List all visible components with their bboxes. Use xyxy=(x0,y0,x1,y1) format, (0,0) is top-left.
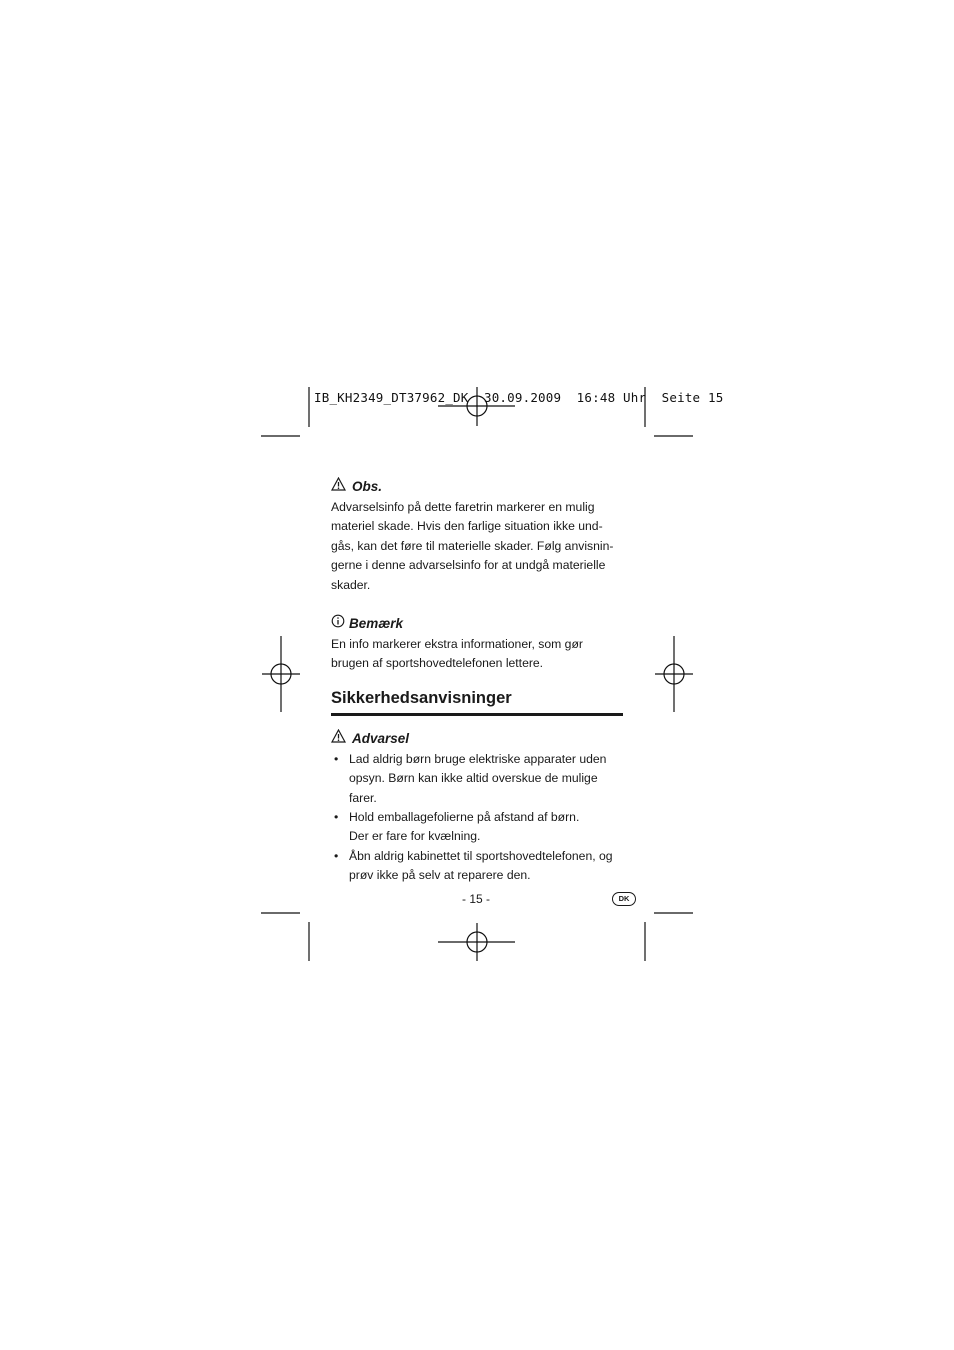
list-item-line: Lad aldrig børn bruge elektriske apparater uden xyxy=(349,751,607,766)
print-slug-line: IB_KH2349_DT37962_DK 30.09.2009 16:48 Uhr Seite 15 xyxy=(314,390,724,405)
warning-list xyxy=(331,750,623,886)
country-badge: DK xyxy=(612,892,636,906)
note-line: brugen af sportshovedtelefonen lettere. xyxy=(331,656,544,671)
list-item-line: Åbn aldrig kabinettet til sportshovedtelefonen, og xyxy=(349,848,613,863)
warning-heading xyxy=(331,728,623,750)
list-item-line: prøv ikke på selv at reparere den. xyxy=(349,868,531,883)
warning-title: Advarsel xyxy=(352,730,410,746)
list-item xyxy=(331,847,623,886)
list-item xyxy=(331,808,623,847)
note-line: En info markerer ekstra informationer, som gør xyxy=(331,637,583,652)
registration-mark-left xyxy=(262,636,300,712)
page-content xyxy=(331,476,623,886)
warning-triangle-icon xyxy=(331,728,346,750)
registration-mark-bottom xyxy=(438,923,515,961)
note-paragraph xyxy=(331,635,623,674)
obs-line: gerne i denne advarselsinfo for at undgå materielle xyxy=(331,558,606,573)
note-heading xyxy=(331,613,623,635)
list-item-line: Der er fare for kvælning. xyxy=(349,829,481,844)
obs-line: skader. xyxy=(331,577,371,592)
obs-title: Obs. xyxy=(352,479,383,494)
list-item-line: farer. xyxy=(349,790,377,805)
obs-paragraph xyxy=(331,498,623,595)
warning-triangle-icon xyxy=(331,476,346,498)
note-title: Bemærk xyxy=(349,616,404,632)
obs-line: gås, kan det føre til materielle skader. Følg anvisnin- xyxy=(331,538,614,553)
registration-mark-right xyxy=(655,636,693,712)
obs-line: materiel skade. Hvis den farlige situation ikke und- xyxy=(331,519,603,534)
section-title: Sikkerhedsanvisninger xyxy=(331,674,623,716)
page-number: - 15 - xyxy=(462,892,491,906)
info-circle-icon xyxy=(331,613,345,635)
list-item xyxy=(331,750,623,808)
obs-heading xyxy=(331,476,623,498)
list-item-line: Hold emballagefolierne på afstand af børn. xyxy=(349,810,580,825)
obs-line: Advarselsinfo på dette faretrin markerer en mulig xyxy=(331,500,595,514)
list-item-line: opsyn. Børn kan ikke altid overskue de mulige xyxy=(349,771,598,786)
